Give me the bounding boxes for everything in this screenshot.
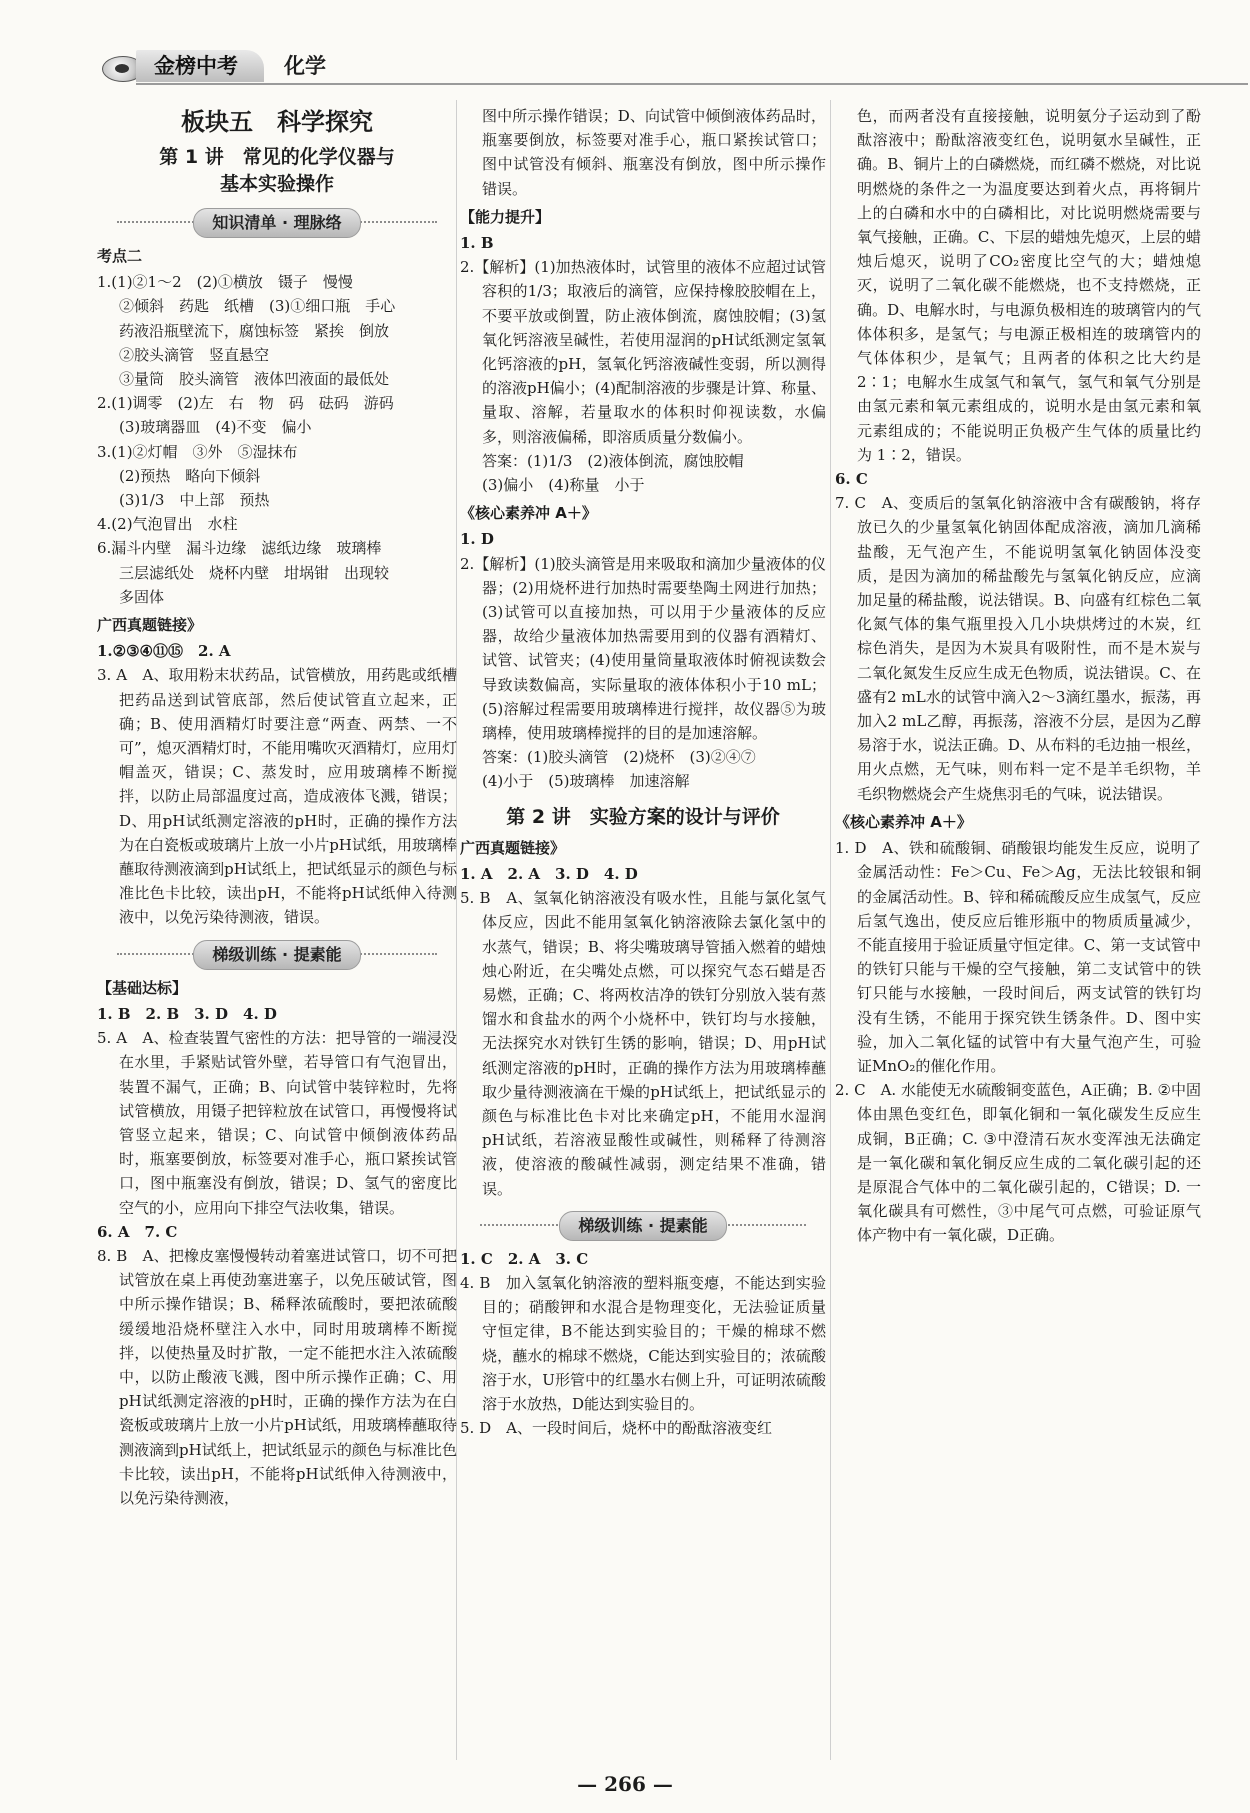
answer-paragraph: 5. D A、一段时间后，烧杯中的酚酞溶液变红 (460, 1419, 772, 1438)
section-label: 广西真题链接》 (460, 838, 566, 857)
brand-title: 金榜中考 (136, 50, 264, 82)
answer-line: (3)1/3 中上部 预热 (119, 491, 270, 510)
section-label: 【基础达标】 (97, 978, 188, 997)
answer-line: 2.(1)调零 (2)左 右 物 码 砝码 游码 (97, 394, 394, 413)
answer-line: 答案：(1)1/3 (2)液体倒流，腐蚀胶帽 (482, 451, 744, 470)
section-banner: 梯级训练 · 提素能 (460, 1211, 826, 1239)
answer-paragraph: 3. A A、取用粉末状药品，试管横放，用药匙或纸槽把药品送到试管底部，然后使试管直立起来，正确；B、使用酒精灯时要注意“两查、两禁、一不可”，熄灭酒精灯时，不能用嘴吹灭酒精灯，应用灯帽盖灭，错误；C、蒸发时，应用玻璃棒不断搅拌，以防止局部温度过高，造成液体飞溅，错误；D、用pH试纸测定溶液的pH时，正确的操作方法为在白瓷板或玻璃片上放一小片pH试纸，用玻璃棒蘸取待测液滴到pH试纸上，把试纸显示的颜色与标准比色卡比较，读出pH，不能将pH试纸伸入待测液中，以免污染待测液，错误。 (97, 666, 457, 927)
answer-line: 3.(1)②灯帽 ③外 ⑤湿抹布 (97, 442, 298, 461)
answer-line: ②胶头滴管 竖直悬空 (119, 345, 270, 364)
section-label: 《核心素养冲 A＋》 (460, 504, 597, 523)
answer-line: 4.(2)气泡冒出 水柱 (97, 515, 238, 534)
lesson-title: 第 2 讲 实验方案的设计与评价 (506, 805, 780, 828)
answer-line: 1. B 2. B 3. D 4. D (97, 1004, 277, 1023)
column-middle (460, 104, 826, 1440)
answer-line: 1.(1)②1～2 (2)①横放 镊子 慢慢 (97, 273, 353, 292)
answer-line: (2)预热 略向下倾斜 (119, 466, 261, 485)
lesson-title: 第 1 讲 常见的化学仪器与 (159, 146, 395, 168)
answer-line: 6. C (835, 470, 868, 489)
answer-line: 6. A 7. C (97, 1222, 178, 1241)
answer-line: 多固体 (119, 587, 165, 606)
section-banner: 知识清单 · 理脉络 (97, 208, 457, 236)
answer-paragraph: 4. B 加入氢氧化钠溶液的塑料瓶变瘪，不能达到实验目的；硝酸钾和水混合是物理变化，无法验证质量守恒定律，B不能达到实验目的；干燥的棉球不燃烧，蘸水的棉球不燃烧，C能达到实验目的；浓硫酸溶于水，U形管中的红墨水右侧上升，可证明浓硫酸溶于水放热，D能达到实验目的。 (460, 1273, 826, 1413)
page-number: — 266 — (577, 1772, 673, 1796)
column-divider (830, 100, 831, 1760)
answer-paragraph: 8. B A、把橡皮塞慢慢转动着塞进试管口，切不可把试管放在桌上再使劲塞进塞子，以免压破试管，图中所示操作错误；B、稀释浓硫酸时，要把浓硫酸缓缓地沿烧杯壁注入水中，同时用玻璃棒不断搅拌，以使热量及时扩散，一定不能把水注入浓硫酸中，以防止酸液飞溅，图中所示操作正确；C、用pH试纸测定溶液的pH时，正确的操作方法为在白瓷板或玻璃片上放一小片pH试纸，用玻璃棒蘸取待测液滴到pH试纸上，把试纸显示的颜色与标准比色卡比较，读出pH，不能将pH试纸伸入待测液中，以免污染待测液， (97, 1246, 457, 1507)
section-label: 考点二 (97, 247, 143, 265)
column-left (97, 104, 457, 1510)
header-rule (136, 83, 1248, 85)
answer-paragraph: 2. C A. 水能使无水硫酸铜变蓝色，A正确；B. ②中固体由黑色变红色，即氧化铜和一氧化碳发生反应生成铜，B正确；C. ③中澄清石灰水变浑浊无法确定是一氧化碳和氧化铜反应生成的二氧化碳引起的还是原混合气体中的二氧化碳引起的，C错误；D. 一氧化碳具有可燃性，③中尾气可点燃，可验证原气体产物中有一氧化碳，D正确。 (835, 1081, 1201, 1245)
answer-paragraph: 2.【解析】(1)加热液体时，试管里的液体不应超过试管容积的1/3；取液后的滴管，应保持橡胶胶帽在上，不要平放或倒置，防止液体倒流，腐蚀胶帽；(3)氢氧化钙溶液呈碱性，若使用湿润的pH试纸测定氢氧化钙溶液的pH，氢氧化钙溶液碱性变弱，所以测得的溶液pH偏小；(4)配制溶液的步骤是计算、称量、量取、溶解，若量取水的体积时仰视读数，水偏多，则溶液偏稀，即溶质质量分数偏小。 (460, 258, 826, 446)
answer-line: ③量筒 胶头滴管 液体凹液面的最低处 (119, 370, 390, 389)
answer-line: 1. B (460, 234, 494, 253)
part-title: 板块五 科学探究 (181, 108, 373, 136)
section-label: 广西真题链接》 (97, 616, 203, 635)
answer-paragraph: 图中所示操作错误；D、向试管中倾倒液体药品时，瓶塞要倒放，标签要对准手心，瓶口紧挨试管口；图中试管没有倾斜、瓶塞没有倒放，图中所示操作错误。 (482, 107, 826, 198)
answer-line: (3)玻璃器皿 (4)不变 偏小 (119, 418, 312, 437)
answer-line: 三层滤纸处 烧杯内壁 坩埚钳 出现较 (119, 563, 390, 582)
answer-line: 1. C 2. A 3. C (460, 1249, 589, 1268)
section-banner: 梯级训练 · 提素能 (97, 940, 457, 968)
column-right (835, 104, 1201, 1248)
answer-paragraph: 色，而两者没有直接接触，说明氨分子运动到了酚酞溶液中；酚酞溶液变红色，说明氨水呈碱性，正确。B、铜片上的白磷燃烧，而红磷不燃烧，对比说明燃烧的条件之一为温度要达到着火点，再将铜片上的白磷和水中的白磷相比，对比说明燃烧需要与氧气接触，正确。C、下层的蜡烛先熄灭，上层的蜡烛后熄灭，说明了CO₂密度比空气的大；蜡烛熄灭，说明了二氧化碳不能燃烧，也不支持燃烧，正确。D、电解水时，与电源负极相连的玻璃管内的气体体积多，是氢气；与电源正极相连的玻璃管内的气体体积少，是氧气；且两者的体积之比大约是 2∶1；电解水生成氢气和氧气，氢气和氧气分别是由氢元素和氧元素组成的，说明水是由氢元素和氧元素组成的；不能说明正负极产生气体的质量比约为 1∶2，错误。 (857, 107, 1201, 464)
answer-line: 1. A 2. A 3. D 4. D (460, 864, 638, 883)
page-header (88, 50, 1248, 86)
answer-line: 1. D (460, 530, 494, 549)
answer-paragraph: 7. C A、变质后的氢氧化钠溶液中含有碳酸钠，将存放已久的少量氢氧化钠固体配成溶液，滴加几滴稀盐酸，无气泡产生，不能说明氢氧化钠固体没变质，是因为滴加的稀盐酸先与氢氧化钠反应，应滴加足量的稀盐酸，说法错误。B、向盛有红棕色二氧化氮气体的集气瓶里投入几小块烘烤过的木炭，红棕色消失，是因为木炭具有吸附性，而不是木炭与二氧化氮发生反应生成无色物质，说法错误。C、在盛有2 mL水的试管中滴入2～3滴红墨水，振荡，再加入2 mL乙醇，再振荡，溶液不分层，是因为乙醇易溶于水，说法正确。D、从布料的毛边抽一根丝，用火点燃，无气味，则布料一定不是羊毛织物，羊毛织物燃烧会产生烧焦羽毛的气味，说法错误。 (835, 494, 1201, 803)
answer-line: 药液沿瓶壁流下，腐蚀标签 紧挨 倒放 (119, 321, 390, 340)
section-label: 《核心素养冲 A＋》 (835, 812, 972, 831)
lesson-title-cont: 基本实验操作 (219, 173, 334, 195)
answer-paragraph: 5. B A、氢氧化钠溶液没有吸水性，且能与氯化氢气体反应，因此不能用氢氧化钠溶液除去氯化氢中的水蒸气，错误；B、将尖嘴玻璃导管插入燃着的蜡烛烛心附近，在尖嘴处点燃，可以探究气态石蜡是否易燃，正确；C、将两枚洁净的铁钉分别放入装有蒸馏水和食盐水的两个小烧杯中，铁钉均与水接触，无法探究水对铁钉生锈的影响，错误；D、用pH试纸测定溶液的pH时，正确的操作方法为用玻璃棒蘸取少量待测液滴在干燥的pH试纸上，把试纸显示的颜色与标准比色卡对比来确定pH，不能用水湿润pH试纸，若溶液显酸性或碱性，则稀释了待测溶液，使溶液的酸碱性减弱，测定结果不准确，错误。 (460, 889, 826, 1198)
answer-paragraph: 5. A A、检查装置气密性的方法：把导管的一端浸没在水里，手紧贴试管外壁，若导管口有气泡冒出，装置不漏气，正确；B、向试管中装锌粒时，先将试管横放，用镊子把锌粒放在试管口，再慢慢将试管竖立起来，错误；C、向试管中倾倒液体药品时，瓶塞要倒放，标签要对准手心，瓶口紧挨试管口，图中瓶塞没有倒放，错误；D、氢气的密度比空气的小，应用向下排空气法收集，错误。 (97, 1029, 457, 1217)
subject-label: 化学 (284, 54, 326, 78)
section-label: 【能力提升】 (460, 207, 551, 226)
answer-paragraph: 1. D A、铁和硫酸铜、硝酸银均能发生反应，说明了金属活动性：Fe＞Cu、Fe＞Ag，无法比较银和铜的金属活动性。B、锌和稀硫酸反应生成氢气，反应后氢气逸出，使反应后锥形瓶中的物质质量减少，不能直接用于验证质量守恒定律。C、第一支试管中的铁钉只能与干燥的空气接触，第二支试管中的铁钉只能与水接触，一段时间后，两支试管的铁钉均没有生锈，不能用于探究铁生锈条件。D、图中实验，加入二氧化锰的试管中有大量气泡产生，可验证MnO₂的催化作用。 (835, 839, 1201, 1075)
answer-line: 6.漏斗内壁 漏斗边缘 滤纸边缘 玻璃棒 (97, 539, 382, 558)
answer-line: 1.②③④⑪⑮ 2. A (97, 642, 231, 661)
answer-line: (3)偏小 (4)称量 小于 (482, 476, 645, 495)
answer-line: ②倾斜 药匙 纸槽 (3)①细口瓶 手心 (119, 297, 396, 316)
answer-paragraph: 2.【解析】(1)胶头滴管是用来吸取和滴加少量液体的仪器；(2)用烧杯进行加热时需要垫陶土网进行加热；(3)试管可以直接加热，可以用于少量液体的反应器，故给少量液体加热需要用到的仪器有酒精灯、试管、试管夹；(4)使用量筒量取液体时俯视读数会导致读数偏高，实际量取的液体体积小于10 mL；(5)溶解过程需要用玻璃棒进行搅拌，故仪器⑤为玻璃棒，使用玻璃棒搅拌的目的是加速溶解。 (460, 554, 826, 743)
answer-line: (4)小于 (5)玻璃棒 加速溶解 (482, 772, 690, 791)
answer-line: 答案：(1)胶头滴管 (2)烧杯 (3)②④⑦ (482, 748, 756, 767)
